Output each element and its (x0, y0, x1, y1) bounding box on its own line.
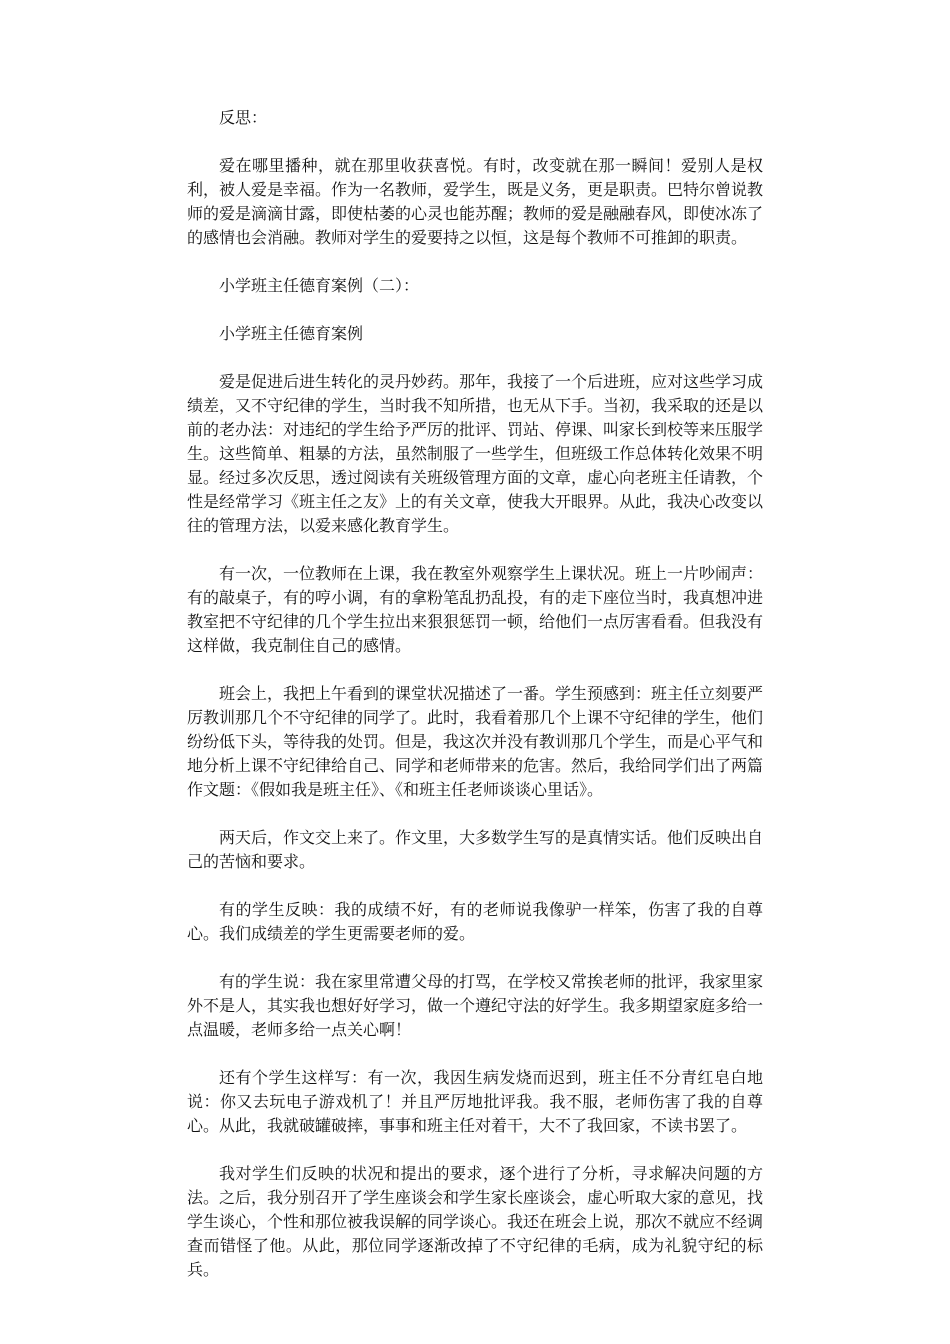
paragraph: 两天后，作文交上来了。作文里，大多数学生写的是真情实话。他们反映出自己的苦恼和要求。 (187, 828, 764, 871)
paragraph: 班会上，我把上午看到的课堂状况描述了一番。学生预感到：班主任立刻要严厉教训那几个不守纪律的同学了。此时，我看着那几个上课不守纪律的学生，他们纷纷低下头，等待我的处罚。但是，我这次并没有教训那几个学生，而是心平气和地分析上课不守纪律给自己、同学和老师带来的危害。然后，我给同学们出了两篇作文题：《假如我是班主任》、《和班主任老师谈谈心里话》。 (187, 684, 764, 799)
document-page (187, 106, 763, 1306)
paragraph: 有的学生反映：我的成绩不好，有的老师说我像驴一样笨，伤害了我的自尊心。我们成绩差的学生更需要老师的爱。 (187, 900, 763, 943)
paragraph: 有的学生说：我在家里常遭父母的打骂，在学校又常挨老师的批评，我家里家外不是人，其实我也想好好学习，做一个遵纪守法的好学生。我多期望家庭多给一点温暖，老师多给一点关心啊！ (187, 972, 764, 1039)
paragraph: 爱是促进后进生转化的灵丹妙药。那年，我接了一个后进班，应对这些学习成绩差，又不守纪律的学生，当时我不知所措，也无从下手。当初，我采取的还是以前的老办法：对违纪的学生给予严厉的批评、罚站、停课、叫家长到校等来压服学生。这些简单、粗暴的方法，虽然制服了一些学生，但班级工作总体转化效果不明显。经过多次反思，透过阅读有关班级管理方面的文章，虚心向老班主任请教，个性是经常学习《班主任之友》上的有关文章，使我大开眼界。从此，我决心改变以往的管理方法，以爱来感化教育学生。 (187, 372, 764, 535)
section-heading: 小学班主任德育案例（二）： (219, 276, 420, 295)
paragraph: 我对学生们反映的状况和提出的要求，逐个进行了分析，寻求解决问题的方法。之后，我分别召开了学生座谈会和学生家长座谈会，虚心听取大家的意见，找学生谈心，个性和那位被我误解的同学谈心。我还在班会上说，那次不就应不经调查而错怪了他。从此，那位同学逐渐改掉了不守纪律的毛病，成为礼貌守纪的标兵。 (187, 1164, 764, 1279)
section-subheading: 小学班主任德育案例 (219, 324, 364, 343)
heading-reflection: 反思： (219, 108, 268, 127)
paragraph: 爱在哪里播种，就在那里收获喜悦。有时，改变就在那一瞬间！爱别人是权利，被人爱是幸福。作为一名教师，爱学生，既是义务，更是职责。巴特尔曾说教师的爱是滴滴甘露，即使枯萎的心灵也能苏醒；教师的爱是融融春风，即使冰冻了的感情也会消融。教师对学生的爱要持之以恒，这是每个教师不可推卸的职责。 (187, 156, 764, 247)
paragraph: 有一次，一位教师在上课，我在教室外观察学生上课状况。班上一片吵闹声：有的敲桌子，有的哼小调，有的拿粉笔乱扔乱投，有的走下座位当时，我真想冲进教室把不守纪律的几个学生拉出来狠狠惩罚一顿，给他们一点厉害看看。但我没有这样做，我克制住自己的感情。 (187, 564, 764, 655)
paragraph: 还有个学生这样写：有一次，我因生病发烧而迟到，班主任不分青红皂白地说：你又去玩电子游戏机了！并且严厉地批评我。我不服，老师伤害了我的自尊心。从此，我就破罐破摔，事事和班主任对着干，大不了我回家，不读书罢了。 (187, 1068, 763, 1135)
